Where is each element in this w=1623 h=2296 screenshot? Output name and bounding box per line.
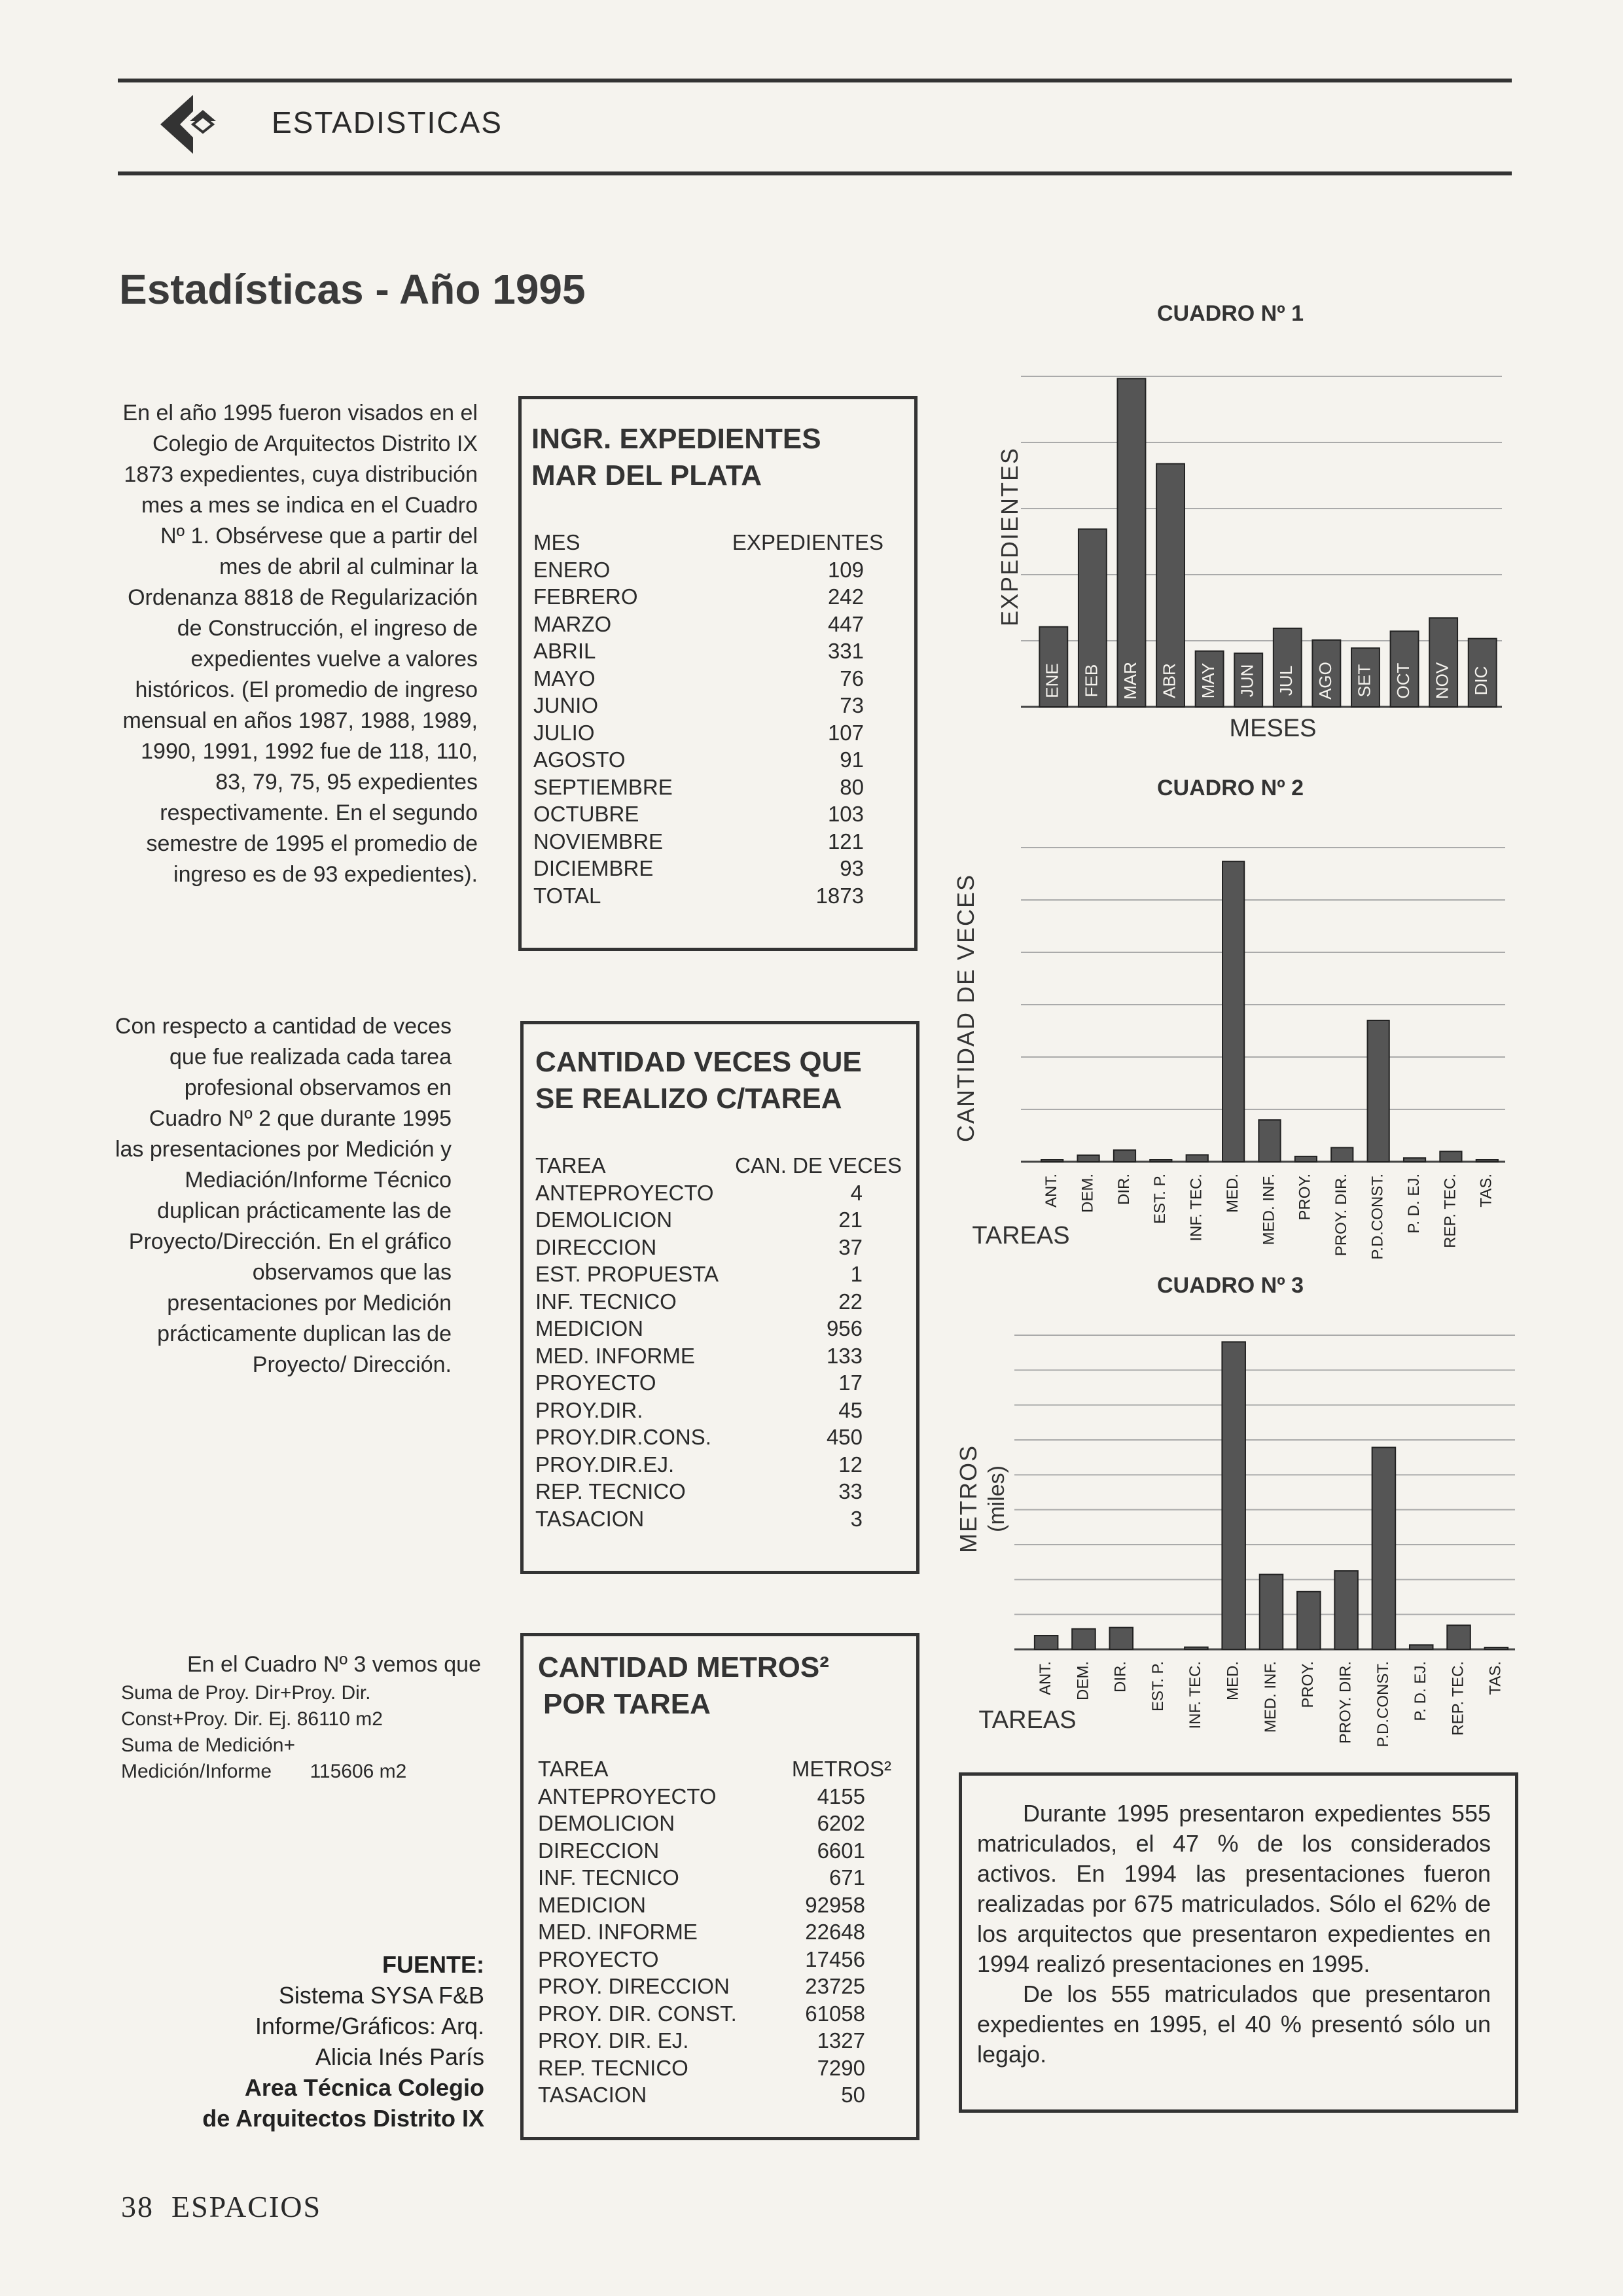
cell-value: 93	[840, 856, 864, 880]
cell-label: ANTEPROYECTO	[535, 1180, 714, 1205]
source-line-2: Informe/Gráficos: Arq.	[255, 2013, 484, 2039]
table-row	[538, 1864, 891, 1892]
cell-value: 80	[840, 774, 864, 799]
table-row	[535, 1369, 902, 1397]
section-logo-icon	[154, 92, 232, 157]
source-org-1: Area Técnica Colegio	[244, 2074, 484, 2101]
table-row	[538, 1918, 891, 1946]
meters-intro: En el Cuadro Nº 3 vemos que	[187, 1652, 481, 1677]
cell-value: 133	[826, 1343, 863, 1368]
cell-value: 3	[850, 1506, 863, 1531]
cell-value: 107	[827, 720, 864, 745]
meters-line-3: Suma de Medición+	[121, 1734, 295, 1756]
table-row	[535, 1261, 902, 1288]
cell-label: TASACION	[538, 2083, 647, 2107]
cell-value: 447	[827, 611, 864, 636]
cell-label: SEPTIEMBRE	[533, 774, 673, 799]
cell-value: 6202	[817, 1811, 865, 1835]
tick-label: EST. P.	[1149, 1661, 1167, 1712]
bar	[1222, 1342, 1245, 1649]
source-line-3: Alicia Inés París	[315, 2043, 484, 2070]
tick-label: DIR.	[1115, 1174, 1133, 1205]
table-row	[538, 1946, 891, 1973]
bar	[1118, 378, 1146, 707]
page-title: Estadísticas - Año 1995	[119, 266, 586, 313]
tick-label: PROY.	[1296, 1174, 1314, 1221]
table-row	[533, 774, 883, 801]
cell-label: REP. TECNICO	[535, 1479, 686, 1503]
table-row	[538, 2000, 891, 2028]
cell-label: ANTEPROYECTO	[538, 1784, 717, 1808]
y-axis-label: CANTIDAD DE VECES	[952, 873, 979, 1143]
note-paragraph-2: De los 555 matriculados que presentaron expedientes en 1995, el 40 % presentó sólo un legajo.	[977, 1981, 1491, 2068]
tick-label: NOV	[1432, 662, 1452, 700]
note-paragraph-1: Durante 1995 presentaron expedientes 555 matriculados, el 47 % de los considerados activos. En 1994 las presentaciones fueron realizadas por 675 matriculados. Sólo el 62% de los arquitectos que presentaron expedientes en 1994 realizó presentaciones en 1995.	[977, 1800, 1491, 1977]
cell-label: MARZO	[533, 611, 612, 636]
bar	[1447, 1625, 1471, 1649]
bar	[1485, 1647, 1508, 1649]
chart-title: CUADRO Nº 1	[1157, 301, 1304, 326]
tick-label: FEB	[1081, 664, 1101, 698]
cell-label: PROY. DIRECCION	[538, 1974, 730, 1998]
cell-value: 6601	[817, 1838, 865, 1863]
table-metros-title-line2: POR TAREA	[543, 1688, 711, 1720]
table-row	[538, 1783, 891, 1810]
table-row	[538, 1810, 891, 1837]
tick-label: DIR.	[1111, 1661, 1130, 1693]
table-row	[535, 1451, 902, 1479]
tasks-paragraph: Con respecto a cantidad de veces que fue realizada cada tarea profesional observamos en Cuadro Nº 2 que durante 1995 las presentaciones por Medición y Mediación/Informe Técnico duplican prácticamente las de Proyecto/Dirección. En el gráfico observamos que las presentaciones por Medición prácticamente duplican las de Proyecto/ Dirección.	[115, 1014, 452, 1377]
page-footer	[121, 2189, 321, 2224]
bar	[1114, 1150, 1135, 1162]
cell-label: FEBRERO	[533, 584, 638, 609]
cell-label: JUNIO	[533, 693, 598, 717]
tick-label: P. D. EJ.	[1412, 1661, 1430, 1721]
bar	[1260, 1575, 1283, 1649]
cell-value: 4	[850, 1180, 863, 1205]
chart-title: CUADRO Nº 2	[1157, 776, 1304, 800]
table-row	[533, 583, 883, 611]
intro-paragraph: En el año 1995 fueron visados en el Colegio de Arquitectos Distrito IX 1873 expedientes, cuya distribución mes a mes se indica en el Cuadro Nº 1. Obsérvese que a partir del mes de abril al culminar la Ordenanza 8818 de Regularización de Construcción, el ingreso de expedientes vuelve a valores históricos. (El promedio de ingreso mensual en años 1987, 1988, 1989, 1990, 1991, 1992 fue de 118, 110, 83, 79, 75, 95 expedientes respectivamente. En el segundo semestre de 1995 el promedio de ingreso es de 93 expedientes).	[122, 401, 478, 887]
tick-label: ANT.	[1043, 1174, 1061, 1208]
bar	[1368, 1020, 1389, 1162]
cell-value: 76	[840, 666, 864, 691]
table-metros	[538, 1755, 891, 2109]
header-top-rule	[118, 79, 1512, 82]
tick-label: INF. TEC.	[1186, 1661, 1205, 1729]
tick-label: DEM.	[1079, 1174, 1097, 1213]
table-row	[533, 556, 883, 584]
bar	[1372, 1447, 1396, 1649]
table-expedientes-title	[531, 421, 821, 494]
table-row	[538, 1892, 891, 1919]
tick-label: PROY. DIR.	[1336, 1661, 1355, 1744]
bar	[1331, 1147, 1353, 1162]
cell-value: EXPEDIENTES	[732, 530, 883, 554]
cell-value: 956	[826, 1316, 863, 1340]
cell-value: 1873	[815, 883, 864, 908]
table-row	[533, 665, 883, 692]
table-row	[533, 692, 883, 719]
cell-value: 7290	[817, 2055, 865, 2080]
cell-label: OCTUBRE	[533, 802, 639, 826]
cell-value: 33	[838, 1479, 863, 1503]
note-text	[977, 1799, 1491, 2070]
cell-label: ENERO	[533, 557, 611, 582]
cell-label: MEDICION	[535, 1316, 643, 1340]
meters-line-2: Const+Proy. Dir. Ej. 86110 m2	[121, 1708, 383, 1730]
tick-label: MED.	[1223, 1174, 1241, 1213]
cell-value: 61058	[805, 2001, 865, 2026]
y-axis-label-units: (miles)	[984, 1465, 1009, 1532]
cell-value: 121	[827, 829, 864, 853]
cell-label: TOTAL	[533, 883, 601, 908]
cell-label: TAREA	[535, 1153, 606, 1177]
cell-value: 450	[826, 1425, 863, 1449]
cell-value: 21	[838, 1208, 863, 1232]
bar	[1035, 1636, 1058, 1649]
tick-label: P.D.CONST.	[1368, 1174, 1387, 1260]
cell-value: CAN. DE VECES	[735, 1153, 902, 1177]
source-line-1: Sistema SYSA F&B	[278, 1982, 484, 2009]
section-label: ESTADISTICAS	[272, 105, 503, 139]
cell-value: 91	[840, 747, 864, 772]
table-veces-title	[535, 1044, 862, 1117]
table-row	[538, 1837, 891, 1865]
cell-label: REP. TECNICO	[538, 2055, 688, 2080]
table-expedientes-title-line2: MAR DEL PLATA	[531, 459, 762, 492]
cell-value: 45	[838, 1397, 863, 1422]
table-row	[533, 637, 883, 665]
table-row	[535, 1315, 902, 1342]
table-row	[535, 1397, 902, 1424]
tick-label: PROY.	[1299, 1661, 1317, 1708]
table-row	[535, 1478, 902, 1505]
tick-label: DEM.	[1074, 1661, 1092, 1700]
cell-value: 1327	[817, 2028, 865, 2053]
table-row	[538, 2081, 891, 2109]
header-bottom-rule	[118, 171, 1512, 175]
tick-label: TAS.	[1477, 1174, 1495, 1208]
bar	[1222, 861, 1244, 1162]
tick-label: P.D.CONST.	[1374, 1661, 1392, 1748]
table-veces-title-line2: SE REALIZO C/TAREA	[535, 1083, 842, 1115]
cell-label: TAREA	[538, 1757, 609, 1781]
table-expedientes	[533, 529, 883, 909]
table-row	[538, 2027, 891, 2054]
meters-paragraph	[121, 1649, 481, 1785]
table-row	[535, 1179, 902, 1207]
cell-value: 242	[827, 584, 864, 609]
cell-label: DIRECCION	[535, 1234, 657, 1259]
table-row	[533, 746, 883, 774]
cell-value: METROS²	[791, 1757, 891, 1781]
cell-value: 17	[838, 1371, 863, 1395]
y-axis-label: METROS	[955, 1444, 982, 1554]
table-row	[533, 611, 883, 638]
bar	[1077, 1155, 1099, 1162]
chart-veces	[949, 762, 1525, 1260]
source-label: FUENTE:	[382, 1951, 484, 1978]
table-veces-title-line1: CANTIDAD VECES QUE	[535, 1046, 862, 1078]
tick-label: ABR	[1159, 663, 1179, 698]
cell-value: 22648	[805, 1920, 865, 1944]
table-header	[538, 1755, 891, 1783]
cell-label: PROY.DIR.EJ.	[535, 1452, 675, 1477]
table-row	[535, 1206, 902, 1234]
bar	[1297, 1592, 1321, 1649]
cell-value: 1	[850, 1262, 863, 1286]
cell-label: INF. TECNICO	[535, 1289, 677, 1314]
table-row	[538, 1973, 891, 2000]
bar	[1476, 1160, 1498, 1162]
x-axis-label: TAREAS	[972, 1222, 1070, 1249]
table-metros-title	[538, 1649, 829, 1723]
cell-label: MAYO	[533, 666, 596, 691]
table-row	[535, 1234, 902, 1261]
table-row	[535, 1342, 902, 1370]
tick-label: JUL	[1276, 665, 1296, 696]
cell-value: 4155	[817, 1784, 865, 1808]
table-row	[535, 1424, 902, 1451]
magazine-name: ESPACIOS	[171, 2190, 322, 2223]
table-row	[533, 882, 883, 910]
tick-label: P. D. EJ.	[1404, 1174, 1423, 1234]
cell-label: EST. PROPUESTA	[535, 1262, 719, 1286]
tick-label: MAR	[1120, 662, 1140, 700]
cell-label: DICIEMBRE	[533, 856, 654, 880]
bar	[1150, 1160, 1171, 1162]
cell-value: 23725	[805, 1974, 865, 1998]
table-row	[533, 855, 883, 882]
tick-label: REP. TEC.	[1449, 1661, 1467, 1736]
cell-label: JULIO	[533, 720, 595, 745]
cell-label: PROY.DIR.CONS.	[535, 1425, 711, 1449]
tick-label: ANT.	[1036, 1661, 1054, 1696]
cell-label: DEMOLICION	[538, 1811, 675, 1835]
cell-value: 331	[827, 639, 864, 663]
cell-label: INF. TECNICO	[538, 1865, 679, 1890]
table-row	[533, 800, 883, 828]
table-expedientes-title-line1: INGR. EXPEDIENTES	[531, 423, 821, 455]
table-header	[535, 1152, 902, 1179]
bar	[1258, 1120, 1280, 1162]
cell-label: NOVIEMBRE	[533, 829, 664, 853]
tick-label: TAS.	[1486, 1661, 1505, 1695]
bar	[1404, 1158, 1425, 1162]
cell-label: PROYECTO	[535, 1371, 656, 1395]
bar	[1410, 1645, 1433, 1649]
source-org-2: de Arquitectos Distrito IX	[202, 2105, 484, 2132]
table-row	[535, 1505, 902, 1533]
meters-line-1: Suma de Proy. Dir+Proy. Dir.	[121, 1682, 371, 1704]
bar	[1110, 1628, 1133, 1649]
y-axis-label: EXPEDIENTES	[996, 446, 1023, 627]
source-block	[118, 1949, 484, 2134]
tick-label: INF. TEC.	[1187, 1174, 1205, 1242]
x-axis-label: MESES	[1229, 715, 1317, 742]
table-row	[533, 828, 883, 855]
tick-label: PROY. DIR.	[1332, 1174, 1351, 1257]
cell-label: TASACION	[535, 1506, 645, 1531]
tick-label: JUN	[1237, 664, 1257, 698]
cell-value: 12	[838, 1452, 863, 1477]
tick-label: OCT	[1393, 662, 1413, 699]
cell-label: MED. INFORME	[535, 1343, 695, 1368]
tick-label: REP. TEC.	[1441, 1174, 1459, 1248]
cell-value: 22	[838, 1289, 863, 1314]
cell-value: 103	[827, 802, 864, 826]
cell-label: AGOSTO	[533, 747, 626, 772]
cell-value: 92958	[805, 1892, 865, 1917]
cell-label: PROY. DIR. EJ.	[538, 2028, 689, 2053]
bar	[1185, 1647, 1208, 1649]
bar	[1041, 1160, 1063, 1162]
cell-label: PROY.DIR.	[535, 1397, 643, 1422]
tick-label: EST. P.	[1151, 1174, 1169, 1224]
tick-label: MED.	[1224, 1661, 1242, 1700]
meters-line-4: Medición/Informe 115606 m2	[121, 1761, 407, 1782]
chart-title: CUADRO Nº 3	[1157, 1273, 1304, 1298]
bar	[1440, 1151, 1461, 1162]
cell-label: MED. INFORME	[538, 1920, 698, 1944]
tick-label: MED. INF.	[1260, 1174, 1278, 1246]
cell-value: 37	[838, 1234, 863, 1259]
cell-value: 73	[840, 693, 864, 717]
chart-metros	[949, 1263, 1525, 1748]
table-row	[535, 1288, 902, 1316]
table-header	[533, 529, 883, 556]
bar	[1295, 1157, 1317, 1162]
cell-label: DEMOLICION	[535, 1208, 673, 1232]
page-number: 38	[121, 2190, 154, 2223]
cell-label: MES	[533, 530, 580, 554]
tick-label: MAY	[1198, 662, 1218, 699]
bar	[1186, 1155, 1208, 1162]
bar	[1072, 1629, 1096, 1649]
tick-label: ENE	[1042, 663, 1062, 698]
cell-value: 109	[827, 557, 864, 582]
table-metros-title-line1: CANTIDAD METROS²	[538, 1651, 829, 1683]
tick-label: MED. INF.	[1261, 1661, 1279, 1733]
x-axis-label: TAREAS	[978, 1706, 1077, 1734]
cell-value: 50	[841, 2083, 865, 2107]
table-row	[538, 2054, 891, 2082]
chart-expedientes	[949, 288, 1525, 759]
cell-label: MEDICION	[538, 1892, 646, 1917]
cell-value: 671	[829, 1865, 865, 1890]
cell-label: PROYECTO	[538, 1946, 659, 1971]
cell-label: DIRECCION	[538, 1838, 660, 1863]
cell-label: ABRIL	[533, 639, 596, 663]
cell-value: 17456	[805, 1946, 865, 1971]
cell-label: PROY. DIR. CONST.	[538, 2001, 737, 2026]
tick-label: SET	[1354, 664, 1374, 698]
tick-label: DIC	[1471, 666, 1491, 696]
tick-label: AGO	[1315, 662, 1335, 700]
bar	[1334, 1571, 1358, 1649]
table-veces	[535, 1152, 902, 1532]
table-row	[533, 719, 883, 747]
